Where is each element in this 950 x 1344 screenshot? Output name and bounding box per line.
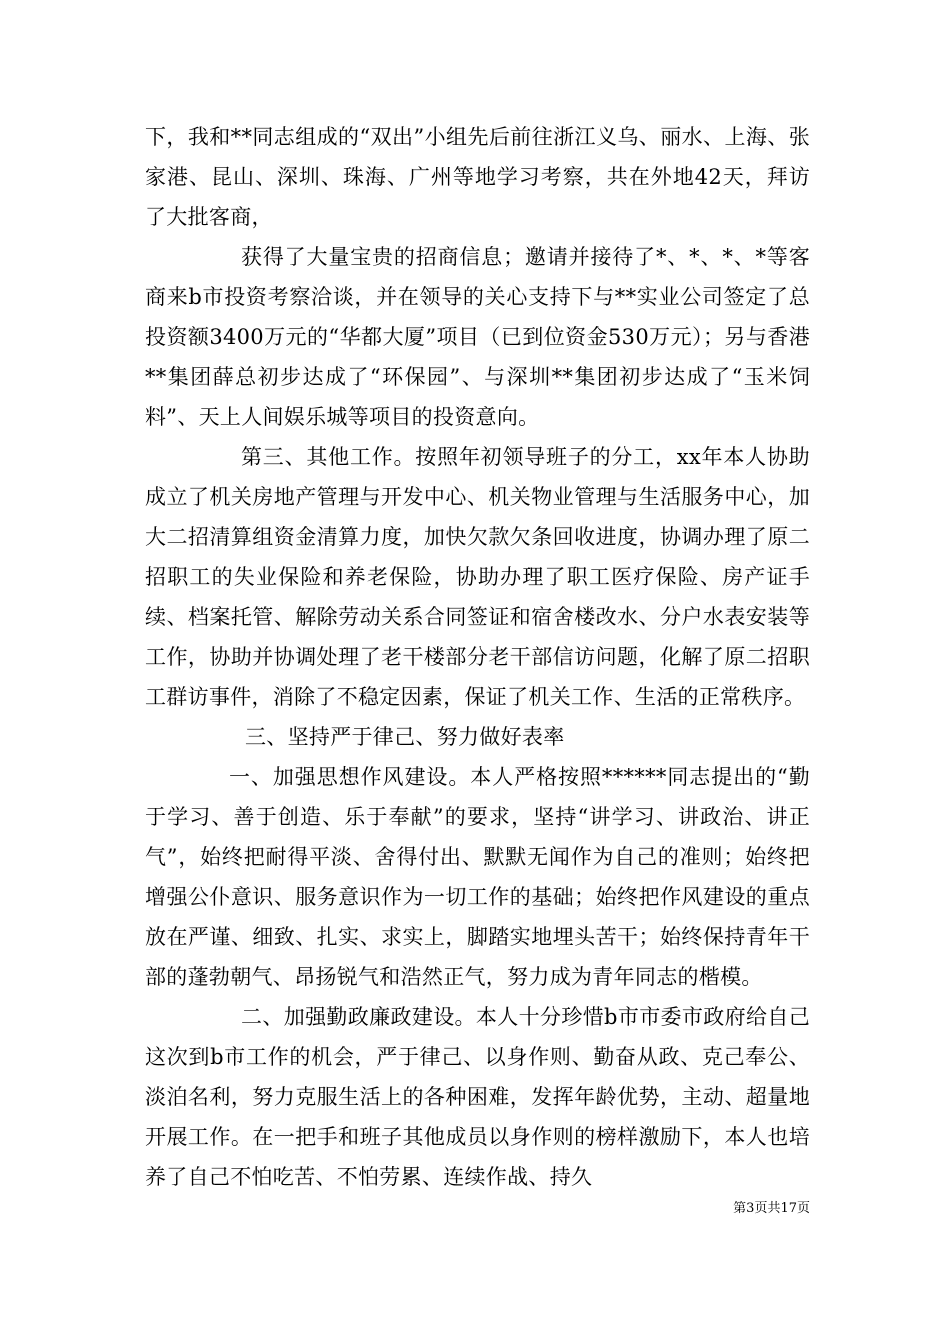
paragraph-investment-info: 获得了大量宝贵的招商信息；邀请并接待了*、*、*、*等客商来b市投资考察洽谈，并在领导的关心支持下与**实业公司签定了总投资额3400万元的“华都大厦”项目（已到位资金530万元）；另与香港**集团薛总初步达成了“环保园”、与深圳**集团初步达成了“玉米饲料”、天上人间娱乐城等项目的投资意向。 [145,245,810,429]
document-body [145,117,810,1197]
paragraph-continuation: 下，我和**同志组成的“双出”小组先后前往浙江义乌、丽水、上海、张家港、昆山、深圳、珠海、广州等地学习考察，共在外地42天，拜访了大批客商， [145,125,810,229]
page-number: 第3页共17页 [733,1201,810,1216]
paragraph-other-work: 第三、其他工作。按照年初领导班子的分工，xx年本人协助成立了机关房地产管理与开发中心、机关物业管理与生活服务中心，加大二招清算组资金清算力度，加快欠款欠条回收进度，协调办理了原二招职工的失业保险和养老保险，协助办理了职工医疗保险、房产证手续、档案托管、解除劳动关系合同签证和宿舍楼改水、分户水表安装等工作，协助并协调处理了老干楼部分老干部信访问题，化解了原二招职工群访事件，消除了不稳定因素，保证了机关工作、生活的正常秩序。 [145,445,810,709]
section-heading: 三、坚持严于律己、努力做好表率 [245,725,565,749]
paragraph-ideological-style: 一、加强思想作风建设。本人严格按照******同志提出的“勤于学习、善于创造、乐于奉献”的要求，坚持“讲学习、讲政治、讲正气”，始终把耐得平淡、舍得付出、默默无闻作为自己的准则；始终把增强公仆意识、服务意识作为一切工作的基础；始终把作风建设的重点放在严谨、细致、扎实、求实上，脚踏实地埋头苦干；始终保持青年干部的蓬勃朝气、昂扬锐气和浩然正气，努力成为青年同志的楷模。 [145,765,810,989]
paragraph-integrity: 二、加强勤政廉政建设。本人十分珍惜b市市委市政府给自己这次到b市工作的机会，严于律己、以身作则、勤奋从政、克己奉公、淡泊名利，努力克服生活上的各种困难，发挥年龄优势，主动、超量地开展工作。在一把手和班子其他成员以身作则的榜样激励下，本人也培养了自己不怕吃苦、不怕劳累、连续作战、持久 [145,1005,810,1189]
